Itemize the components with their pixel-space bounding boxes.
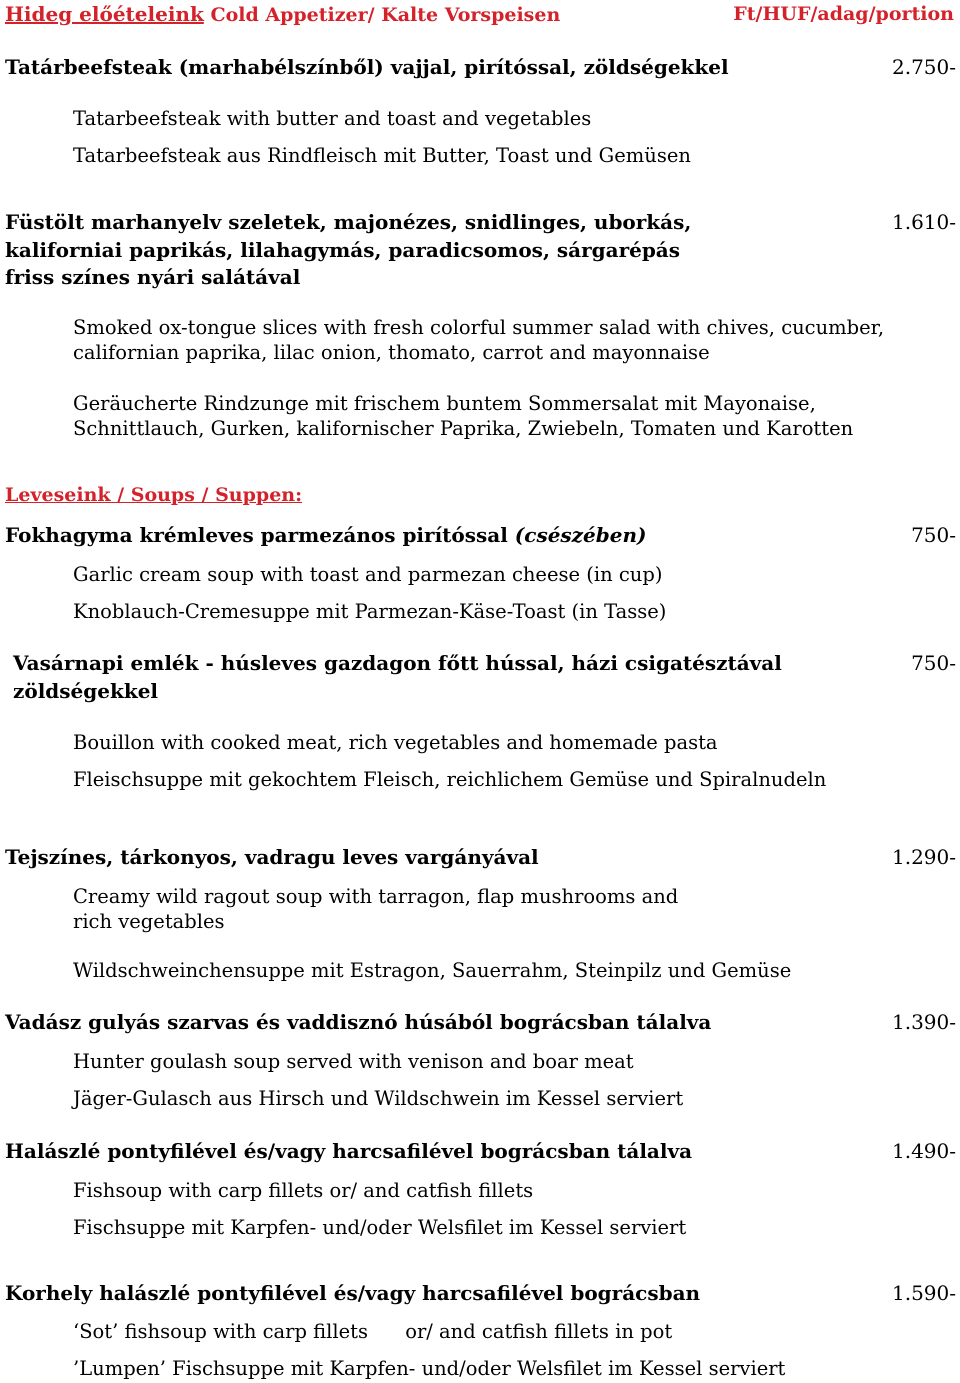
dish-desc-en-fishsoup: Fishsoup with carp fillets or/ and catfish fillets: [73, 1179, 534, 1202]
dish-desc-en-ragout-line2: rich vegetables: [73, 910, 225, 933]
dish-name-bouillon-line2: zöldségekkel: [13, 679, 159, 703]
dish-desc-en-hunter-goulash: Hunter goulash soup served with venison and boar meat: [73, 1050, 634, 1073]
dish-name-garlic-soup: [5, 522, 646, 548]
dish-desc-en-tongue-line1: Smoked ox-tongue slices with fresh colorful summer salad with chives, cucumber,: [73, 316, 885, 339]
dish-desc-de-hunter-goulash: Jäger-Gulasch aus Hirsch und Wildschwein im Kessel serviert: [73, 1087, 684, 1110]
dish-name-tongue-line3: friss színes nyári salátával: [5, 265, 301, 289]
dish-price-korhely-fishsoup: 1.590-: [891, 1281, 956, 1305]
dish-price-ragout-soup: 1.290-: [891, 845, 956, 869]
dish-price-garlic-soup: 750-: [911, 523, 956, 547]
dish-desc-en-garlic-soup: Garlic cream soup with toast and parmezan cheese (in cup): [73, 563, 663, 586]
dish-desc-de-garlic-soup: Knoblauch-Cremesuppe mit Parmezan-Käse-Toast (in Tasse): [73, 600, 667, 623]
section-title-en-de: Cold Appetizer/ Kalte Vorspeisen: [203, 4, 561, 26]
dish-name-tongue-line1: Füstölt marhanyelv szeletek, majonézes, snidlinges, uborkás,: [5, 210, 692, 234]
dish-desc-de-tatar: Tatarbeefsteak aus Rindfleisch mit Butter, Toast und Gemüsen: [73, 144, 691, 167]
dish-desc-de-tongue-line1: Geräucherte Rindzunge mit frischem buntem Sommersalat mit Mayonaise,: [73, 392, 816, 415]
section-title-hu: Hideg előételeink: [5, 2, 204, 26]
dish-desc-de-fishsoup: Fischsuppe mit Karpfen- und/oder Welsfilet im Kessel serviert: [73, 1216, 687, 1239]
dish-desc-en-bouillon: Bouillon with cooked meat, rich vegetables and homemade pasta: [73, 731, 718, 754]
dish-desc-de-bouillon: Fleischsuppe mit gekochtem Fleisch, reichlichem Gemüse und Spiralnudeln: [73, 768, 827, 791]
dish-price-hunter-goulash: 1.390-: [891, 1010, 956, 1034]
dish-name-bouillon-line1: Vasárnapi emlék - húsleves gazdagon főtt hússal, házi csigatésztával: [13, 651, 782, 675]
dish-desc-en-tatar: Tatarbeefsteak with butter and toast and vegetables: [73, 107, 592, 130]
section-title-soups: Leveseink / Soups / Suppen:: [5, 484, 303, 506]
dish-name-tongue-line2: kaliforniai paprikás, lilahagymás, paradicsomos, sárgarépás: [5, 238, 681, 262]
dish-name-garlic-soup-cup: (csészében): [514, 523, 647, 547]
dish-desc-en-ragout-line1: Creamy wild ragout soup with tarragon, flap mushrooms and: [73, 885, 679, 908]
dish-desc-en-korhely-fishsoup: ‘Sot’ fishsoup with carp fillets or/ and catfish fillets in pot: [73, 1320, 673, 1343]
dish-name-fishsoup: Halászlé pontyfilével és/vagy harcsafilével bográcsban tálalva: [5, 1139, 693, 1163]
dish-desc-de-tongue-line2: Schnittlauch, Gurken, kalifornischer Paprika, Zwiebeln, Tomaten und Karotten: [73, 417, 854, 440]
dish-desc-de-korhely-fishsoup: ’Lumpen’ Fischsuppe mit Karpfen- und/oder Welsfilet im Kessel serviert: [73, 1357, 786, 1380]
dish-name-korhely-fishsoup: Korhely halászlé pontyfilével és/vagy harcsafilével bográcsban: [5, 1281, 701, 1305]
dish-desc-en-tongue-line2: californian paprika, lilac onion, thomato, carrot and mayonnaise: [73, 341, 710, 364]
dish-name-tatar: Tatárbeefsteak (marhabélszínből) vajjal, pirítóssal, zöldségekkel: [5, 55, 729, 79]
section-title-cold: [5, 1, 560, 28]
dish-name-garlic-soup-main: Fokhagyma krémleves parmezános pirítóssal: [5, 523, 515, 547]
dish-name-ragout-soup: Tejszínes, tárkonyos, vadragu leves vargányával: [5, 845, 539, 869]
dish-price-bouillon: 750-: [911, 651, 956, 675]
dish-price-tongue: 1.610-: [891, 210, 956, 234]
dish-name-hunter-goulash: Vadász gulyás szarvas és vaddisznó húsából bográcsban tálalva: [5, 1010, 712, 1034]
price-unit-label: Ft/HUF/adag/portion: [733, 3, 954, 25]
dish-price-fishsoup: 1.490-: [891, 1139, 956, 1163]
dish-price-tatar: 2.750-: [891, 55, 956, 79]
dish-desc-de-ragout: Wildschweinchensuppe mit Estragon, Sauerrahm, Steinpilz und Gemüse: [73, 959, 792, 982]
